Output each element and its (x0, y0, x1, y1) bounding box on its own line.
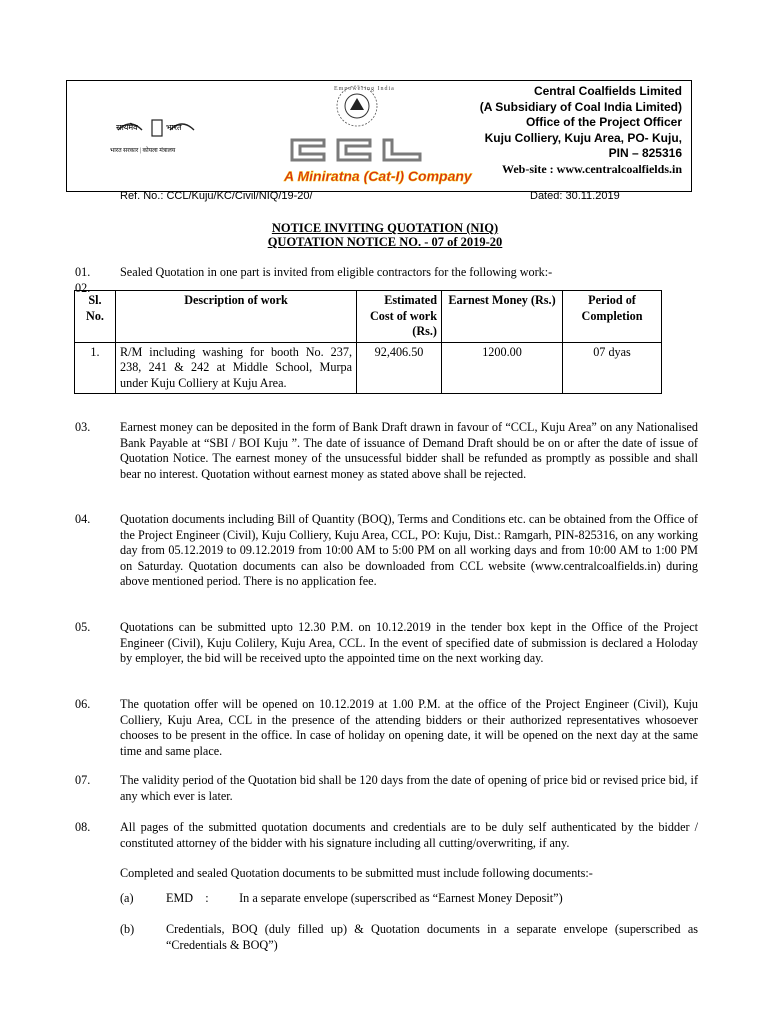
item-number: 01. (75, 265, 91, 279)
item-number: 07. (75, 773, 91, 787)
reference-number: Ref. No.: CCL/Kuju/KC/Civil/NIQ/19-20/ (120, 190, 313, 202)
subitem-emd: EMD : In a separate envelope (superscribed as “Earnest Money Deposit”) (166, 891, 563, 905)
paragraph-earnest-money: Earnest money can be deposited in the form of Bank Draft drawn in favour of “CCL, Kuju Area” on any Nationalised Bank Payable at “SBI / BOI Kuju ”. The date of issuance of Demand Draft should be on or after the date of issue of Quotation Notice. The earnest money of the unsucessful bidder shall be refunded as promptly as possible and shall bear no interest. Quotation without earnest money as stated above shall be rejected. (120, 420, 698, 481)
paragraph-required-documents: Completed and sealed Quotation documents to be submitted must include following documents:- (120, 866, 593, 880)
notice-title: NOTICE INVITING QUOTATION (NIQ) (271, 221, 499, 235)
header-earnest-money: Earnest Money (Rs.) (442, 291, 563, 343)
work-table (74, 290, 662, 394)
paragraph-submission: Quotations can be submitted upto 12.30 P.M. on 10.12.2019 in the tender box kept in the Office of the Project Engineer (Civil), Kuju Colilery, Kuju Area, CCL. In the event of specified date of submission is declared a Holoday by employer, the bid will be received upto the appointed time on the next working day. (120, 620, 698, 665)
paragraph-opening: The quotation offer will be opened on 10.12.2019 at 1.00 P.M. at the office of the Project Engineer (Civil), Kuju Colliery, Kuju Area, CCL in the presence of the attending bidders or their authorized representatives whosoever chooses to be present in the office. In case of holiday on opening date, it will be opened on the next day at the same time and same place. (120, 697, 698, 758)
org-line: Kuju Colliery, Kuju Area, PO- Kuju, (484, 130, 682, 145)
table-row (75, 342, 662, 394)
paragraph-validity: The validity period of the Quotation bid shall be 120 days from the date of opening of price bid or revised price bid, if any which ever is later. (120, 773, 698, 803)
notice-number: QUOTATION NOTICE NO. - 07 of 2019-20 (267, 235, 503, 249)
org-line: (A Subsidiary of Coal India Limited) (479, 99, 682, 114)
paragraph-documents: Quotation documents including Bill of Quantity (BOQ), Terms and Conditions etc. can be obtained from the Office of the Project Engineer (Civil), Kuju Colliery, Kuju Area, CCL, PO: Kuju, Dist.: Ramgarh, PIN-825316, on any working day from 05.12.2019 to 09.12.2019 from 10:00 AM to 5:00 PM on all working days and from 10:00 AM to 1:00 PM on Saturday. Quotation documents can also be downloaded from CCL website (www.centralcoalfields.in) during above mentioned period. There is no application fee. (120, 512, 698, 588)
header-description: Description of work (116, 291, 357, 343)
paragraph-authentication: All pages of the submitted quotation documents and credentials are to be duly self authenticated by the bidder / constituted attorney of the bidder with his signature including all cutting/overwriting, if any. (120, 820, 698, 850)
emblem-text-2: भारत (166, 123, 182, 132)
cell-sl-no: 1. (75, 342, 116, 394)
item-number: 08. (75, 820, 91, 834)
item-number: 06. (75, 697, 91, 711)
notice-date: Dated: 30.11.2019 (530, 190, 620, 202)
cell-completion-period: 07 dyas (563, 342, 662, 394)
item-number: 02. (75, 281, 91, 295)
ccl-tagline: A Miniratna (Cat-I) Company (284, 168, 472, 184)
item-number: 05. (75, 620, 91, 634)
subitem-credentials: Credentials, BOQ (duly filled up) & Quotation documents in a separate envelope (superscribed as “Credentials & BOQ”) (166, 922, 698, 952)
org-website: Web-site : www.centralcoalfields.in (502, 161, 682, 176)
subitem-label: (b) (120, 922, 135, 936)
header-sl-no: Sl. No. (75, 291, 116, 343)
org-line: Central Coalfields Limited (533, 84, 682, 98)
emblem-text-1: सत्यमेव (116, 123, 138, 132)
org-line: Office of the Project Officer (525, 115, 682, 129)
invitation-text: Sealed Quotation in one part is invited from eligible contractors for the following work:- (120, 265, 553, 279)
org-line: PIN – 825316 (608, 146, 682, 160)
header-completion-period: Period of Completion (563, 291, 662, 343)
subitem-label: (a) (120, 891, 134, 905)
cell-description: R/M including washing for booth No. 237, 238, 241 & 242 at Middle School, Murpa under Kuju Colliery at Kuju Area. (116, 342, 357, 394)
emblem-text-3: भारत सरकार | कोयला मंत्रालय (110, 148, 176, 154)
organization-address (480, 84, 682, 177)
header-estimated-cost: Estimated Cost of work (Rs.) (357, 291, 442, 343)
table-header-row (75, 291, 662, 343)
ccl-logo (282, 84, 472, 192)
ministry-emblem-logo (110, 100, 210, 160)
item-number: 04. (75, 512, 91, 526)
cell-estimated-cost: 92,406.50 (357, 342, 442, 394)
cell-earnest-money: 1200.00 (442, 342, 563, 394)
ccl-seal-text: Empowering India (334, 86, 395, 92)
item-number: 03. (75, 420, 91, 434)
